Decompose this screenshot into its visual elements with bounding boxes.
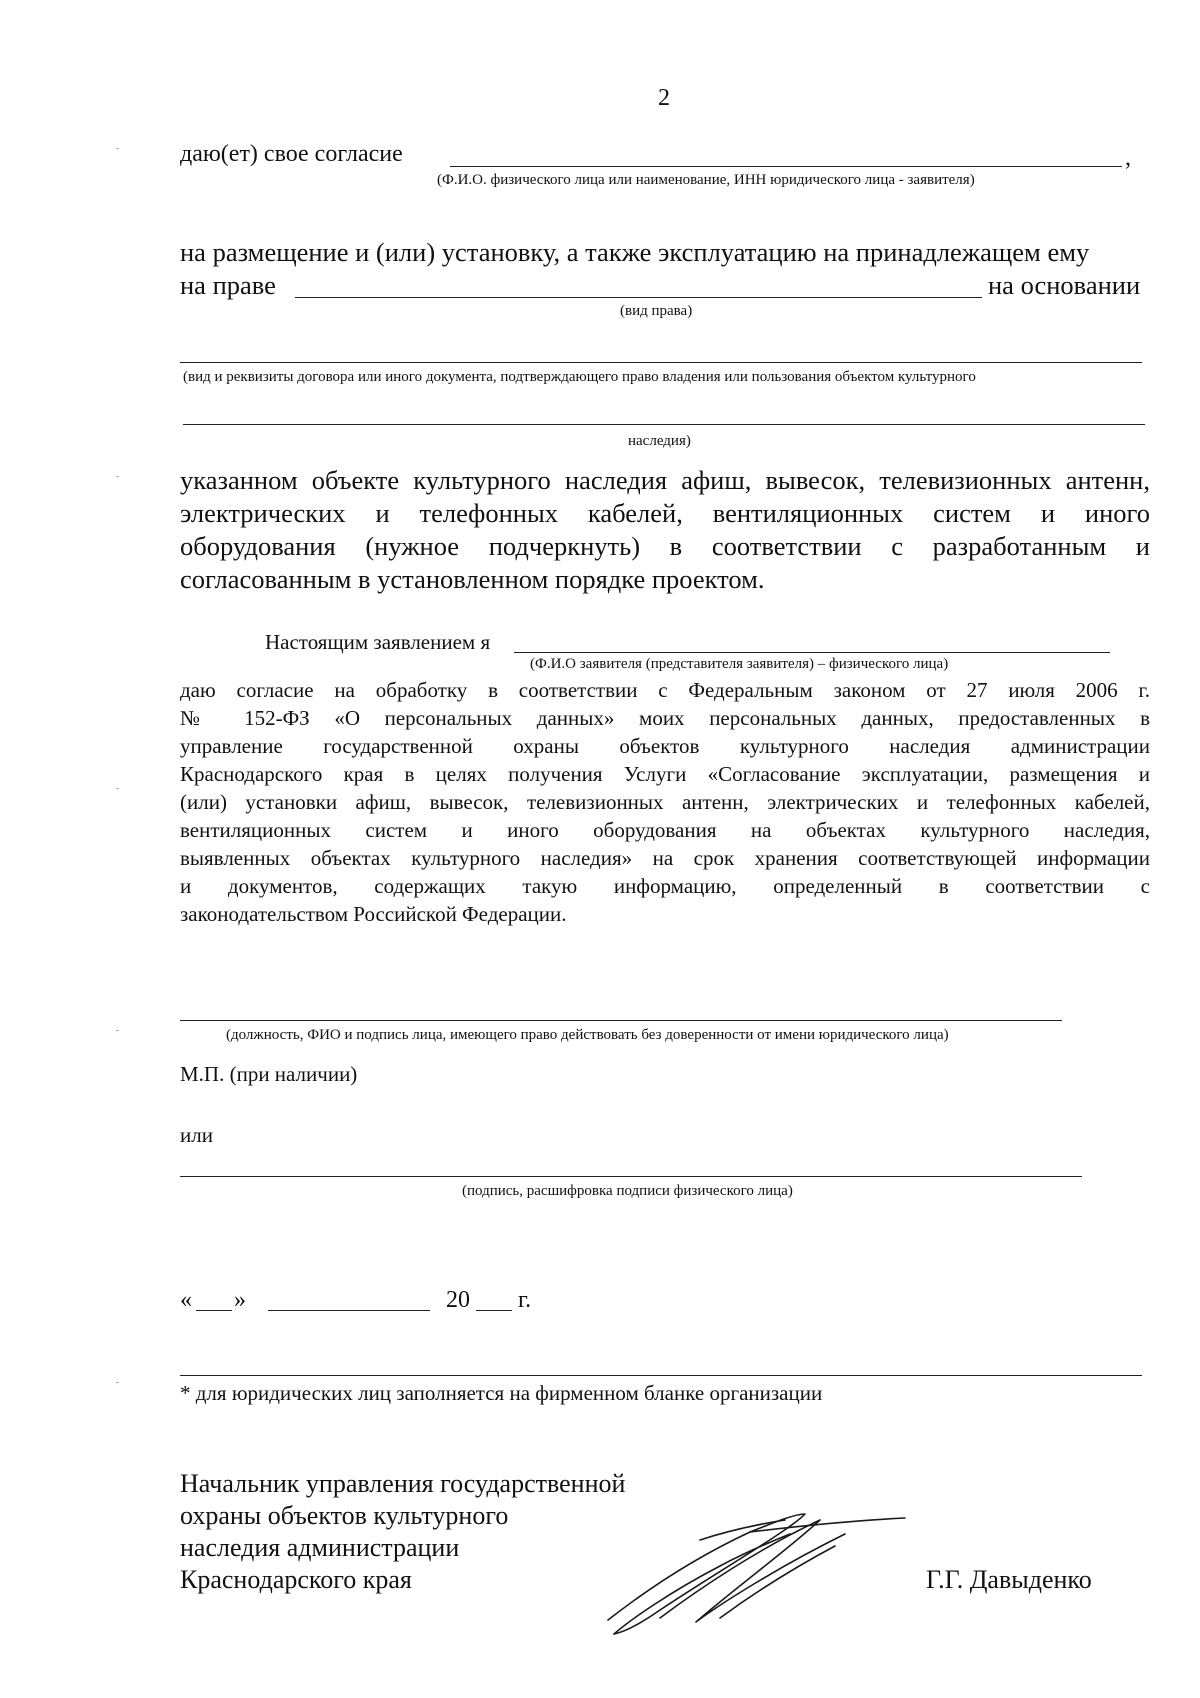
signatory-title-line: Краснодарского края — [180, 1565, 412, 1594]
personal-data-line: (или) установки афиш, вывесок, телевизионных антенн, электрических и телефонных кабелей, — [180, 790, 1150, 814]
page-number: 2 — [658, 85, 670, 111]
applicant-caption: (Ф.И.О. физического лица или наименование, ИНН юридического лица - заявителя) — [437, 172, 975, 188]
ownership-document-caption-2: наследия) — [628, 433, 691, 449]
stamp-label: М.П. (при наличии) — [180, 1062, 358, 1086]
applicant-personal-caption: (Ф.И.О заявителя (представителя заявителя) – физического лица) — [530, 656, 949, 672]
legal-signature-field[interactable] — [180, 1020, 1062, 1021]
personal-data-line: и документов, содержащих такую информацию, определенный в соответствии с — [180, 874, 1150, 898]
date-day-field[interactable] — [196, 1310, 232, 1311]
personal-data-line: управление государственной охраны объектов культурного наследия администрации — [180, 734, 1150, 758]
right-type-field[interactable] — [295, 297, 982, 298]
signatory-title-line: наследия администрации — [180, 1533, 460, 1562]
signatory-name: Г.Г. Давыденко — [926, 1565, 1092, 1594]
ownership-document-field[interactable] — [180, 362, 1142, 363]
object-paragraph-line: электрических и телефонных кабелей, вентиляционных систем и иного — [180, 498, 1150, 528]
footnote: * для юридических лиц заполняется на фирменном бланке организации — [180, 1381, 823, 1405]
signatory-title — [180, 1468, 625, 1596]
consent-comma: , — [1125, 145, 1131, 171]
personal-data-line: № 152-ФЗ «О персональных данных» моих персональных данных, предоставленных в — [180, 706, 1150, 730]
placement-line-1: на размещение и (или) установку, а также эксплуатацию на принадлежащем ему — [180, 237, 1090, 267]
scan-margin-mark — [116, 1382, 119, 1383]
consent-label: даю(ет) свое согласие — [180, 141, 403, 167]
legal-signature-caption: (должность, ФИО и подпись лица, имеющего право действовать без доверенности от имени юридического лица) — [226, 1027, 949, 1043]
scan-margin-mark — [116, 148, 119, 149]
right-label: на праве — [180, 270, 276, 300]
ownership-document-caption: (вид и реквизиты договора или иного документа, подтверждающего право владения или пользования объектом культурного — [183, 369, 976, 385]
date-year-prefix: 20 — [446, 1287, 470, 1313]
date-close-quote: » — [234, 1287, 246, 1313]
object-paragraph-line: согласованным в установленном порядке проектом. — [180, 564, 765, 594]
scan-margin-mark — [116, 1030, 119, 1031]
applicant-name-field[interactable] — [450, 166, 1122, 167]
or-label: или — [180, 1123, 213, 1147]
personal-data-line: Краснодарского края в целях получения Услуги «Согласование эксплуатации, размещения и — [180, 762, 1150, 786]
date-year-field[interactable] — [476, 1310, 512, 1311]
scan-margin-mark — [116, 788, 119, 789]
personal-data-line: законодательством Российской Федерации. — [180, 902, 567, 926]
personal-data-line: даю согласие на обработку в соответствии с Федеральным законом от 27 июля 2006 г. — [180, 678, 1150, 702]
scan-margin-mark — [116, 476, 119, 477]
object-paragraph — [180, 464, 1150, 596]
date-month-field[interactable] — [268, 1310, 430, 1311]
object-paragraph-line: указанном объекте культурного наследия афиш, вывесок, телевизионных антенн, — [180, 465, 1150, 495]
date-open-quote: « — [180, 1287, 192, 1313]
handwritten-signature — [600, 1500, 930, 1640]
personal-data-line: вентиляционных систем и иного оборудования на объектах культурного наследия, — [180, 818, 1150, 842]
date-year-suffix: г. — [518, 1287, 532, 1313]
signatory-title-line: охраны объектов культурного — [180, 1501, 509, 1530]
personal-data-line: выявленных объектах культурного наследия» на срок хранения соответствующей информации — [180, 846, 1150, 870]
signatory-title-line: Начальник управления государственной — [180, 1469, 626, 1498]
individual-signature-caption: (подпись, расшифровка подписи физического лица) — [462, 1183, 793, 1199]
basis-label: на основании — [988, 270, 1141, 300]
footnote-divider — [180, 1375, 1142, 1376]
ownership-document-field-2[interactable] — [183, 424, 1145, 425]
personal-data-intro: Настоящим заявлением я — [265, 630, 491, 654]
object-paragraph-line: оборудования (нужное подчеркнуть) в соответствии с разработанным и — [180, 531, 1150, 561]
personal-data-paragraph — [180, 676, 1150, 928]
individual-signature-field[interactable] — [180, 1176, 1082, 1177]
right-type-caption: (вид права) — [620, 303, 693, 319]
applicant-personal-name-field[interactable] — [514, 652, 1110, 653]
